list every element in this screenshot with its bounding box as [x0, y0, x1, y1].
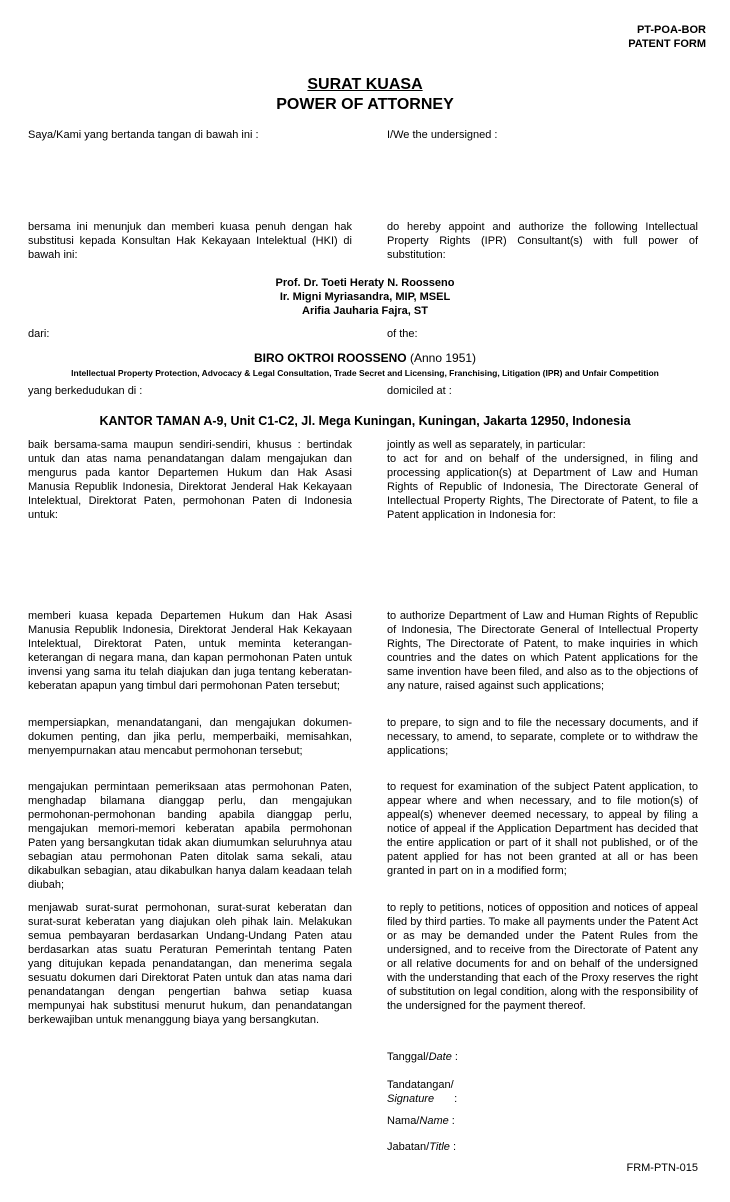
- paragraph-2-id: memberi kuasa kepada Departemen Hukum dan Hak Asasi Manusia Republik Indonesia, Direktorat Jenderal Hak Kekayaan Intelektual, Direktorat Paten, untuk meminta keterangan-keterangan di negara mana, dan kapan permohonan Paten untuk invensi yang sama itu telah diajukan dan juga tentang keberatan-keberatan apapun yang timbul dari permohonan Paten tersebut;: [28, 610, 352, 692]
- paragraph-3-id: mempersiapkan, menandatangani, dan mengajukan dokumen-dokumen penting, dan jika perlu, memperbaiki, memisahkan, menyempurnakan atau mencabut permohonan tersebut;: [28, 717, 352, 757]
- domicile-label-en: domiciled at :: [387, 385, 452, 397]
- name-label-en: Name: [419, 1115, 449, 1127]
- signature-label-en: Signature: [387, 1093, 435, 1105]
- signature-field: [387, 1078, 457, 1106]
- name-label-id: Nama/: [387, 1115, 420, 1127]
- signature-label-id: Tandatangan/: [387, 1079, 454, 1091]
- firm-name: BIRO OKTROI ROOSSENO: [253, 351, 407, 365]
- date-label-en: Date: [428, 1051, 452, 1063]
- firm-address: KANTOR TAMAN A-9, Unit C1-C2, Jl. Mega Kuningan, Kuningan, Jakarta 12950, Indonesia: [99, 414, 631, 428]
- paragraph-3-en: to prepare, to sign and to file the necessary documents, and if necessary, to amend, to separate, complete or to withdraw the applications;: [387, 717, 698, 757]
- title-english: POWER OF ATTORNEY: [276, 96, 454, 113]
- title-colon: :: [449, 1141, 457, 1153]
- name-colon: :: [448, 1115, 455, 1127]
- title-label-id: Jabatan/: [387, 1141, 430, 1153]
- paragraph-1-en: to act for and on behalf of the undersigned, in filing and processing application(s) at Department of Law and Human Rights of Republic of Indonesia, The Directorate General of Intellectual Property Rights, The Directorate of Patent, to file a Patent application in Indonesia for:: [387, 453, 698, 521]
- title-label-en: Title: [429, 1141, 450, 1153]
- firm-year: (Anno 1951): [409, 351, 477, 365]
- form-code-line1: PT-POA-BOR: [636, 24, 706, 36]
- firm-name-line: [0, 351, 730, 365]
- from-label-id: dari:: [28, 328, 50, 340]
- consultant-name: Ir. Migni Myriasandra, MIP, MSEL: [279, 291, 451, 303]
- title-field: [387, 1140, 456, 1154]
- date-field: [387, 1050, 458, 1064]
- undersigned-label-en: I/We the undersigned :: [387, 129, 498, 141]
- name-field: [387, 1114, 455, 1128]
- signature-colon: :: [454, 1093, 458, 1105]
- date-label-id: Tanggal/: [387, 1051, 429, 1063]
- form-code-header: [628, 23, 706, 51]
- document-title: [0, 75, 730, 115]
- title-indonesian: SURAT KUASA: [307, 76, 423, 93]
- paragraph-5-en: to reply to petitions, notices of opposition and notices of appeal filed by third parties. To make all payments under the Patent Act or as may be demanded under the Patent Rules from the undersigned, and to receive from the Directorate of Patent any or all relative documents for and on behalf of the undersigned with the understanding that each of the Proxy reserves the right of substitution on legal condition, along with the responsibility of the undersigned for the payment thereof.: [387, 902, 698, 1012]
- appoint-text-en: do hereby appoint and authorize the following Intellectual Property Rights (IPR) Consultant(s) with full power of substitution:: [387, 221, 698, 261]
- paragraph-1-id: baik bersama-sama maupun sendiri-sendiri, khusus : bertindak untuk dan atas nama penandatangan dalam mengajukan dan mengurus pada kantor Departemen Hukum dan Hak Asasi Manusia Republik Indonesia, Direktorat Jenderal Hak Kekayaan Intelektual, Direktorat Paten, permohonan Paten di Indonesia untuk:: [28, 439, 352, 521]
- paragraph-4-id: mengajukan permintaan pemeriksaan atas permohonan Paten, menghadap bilamana dianggap perlu, dan mengajukan permohonan-permohonan banding apabila dianggap perlu, mengajukan memori-memori keberatan apabila permohonan Paten yang bersangkutan tidak akan diumumkan seluruhnya atau sebagian atau permohonan Paten ditolak sama sekali, atau dikabulkan sebagian, atau dikabulkan hanya dalam keadaan telah diubah;: [28, 781, 352, 891]
- appoint-text-id: bersama ini menunjuk dan memberi kuasa penuh dengan hak substitusi kepada Konsultan Hak Kekayaan Intelektual (HKI) di bawah ini:: [28, 221, 352, 261]
- consultant-list: [0, 276, 730, 318]
- domicile-label-id: yang berkedudukan di :: [28, 385, 143, 397]
- paragraph-1-en-intro: jointly as well as separately, in particular:: [387, 439, 586, 451]
- paragraph-2-en: to authorize Department of Law and Human Rights of Republic of Indonesia, The Directorate General of Intellectual Property Rights, The Directorate of Patent, to make inquiries in which countries and the dates on which Patent applications for the same invention have been filed, and also as to the objections of any nature, raised against such applications;: [387, 610, 698, 692]
- date-colon: :: [451, 1051, 458, 1063]
- from-label-en: of the:: [387, 328, 418, 340]
- footer-form-code: FRM-PTN-015: [626, 1162, 698, 1174]
- consultant-name: Arifia Jauharia Fajra, ST: [302, 305, 428, 317]
- paragraph-4-en: to request for examination of the subject Patent application, to appear where and when necessary, and to file motion(s) of appeal(s) whenever deemed necessary, to appeal by filing a notice of appeal if the Application Department has decided that the entire application or part of it shall not published, or of the patent applied for has not been granted at all or has been granted in part on in a modified form;: [387, 781, 698, 877]
- firm-services: Intellectual Property Protection, Advocacy & Legal Consultation, Trade Secret and Licensing, Franchising, Litigation (IPR) and Unfair Competition: [71, 368, 659, 378]
- undersigned-label-id: Saya/Kami yang bertanda tangan di bawah ini :: [28, 129, 259, 141]
- form-code-line2: PATENT FORM: [628, 38, 706, 50]
- paragraph-5-id: menjawab surat-surat permohonan, surat-surat keberatan dan surat-surat keberatan yang diajukan oleh pihak lain. Melakukan semua pembayaran berdasarkan Undang-Undang Paten atau berdasarkan atas suatu Peraturan Pemerintah tentang Paten yang ditujukan kepada penandatangan, dan menerima segala sesuatu dokumen dari Direktorat Paten untuk dan atas nama dari penandatangan dengan pengertian bahwa setiap kuasa mempunyai hak substitusi menurut hukum, dan penandatangan berkewajiban untuk menanggung biaya yang bersangkutan.: [28, 902, 352, 1026]
- consultant-name: Prof. Dr. Toeti Heraty N. Roosseno: [275, 277, 455, 289]
